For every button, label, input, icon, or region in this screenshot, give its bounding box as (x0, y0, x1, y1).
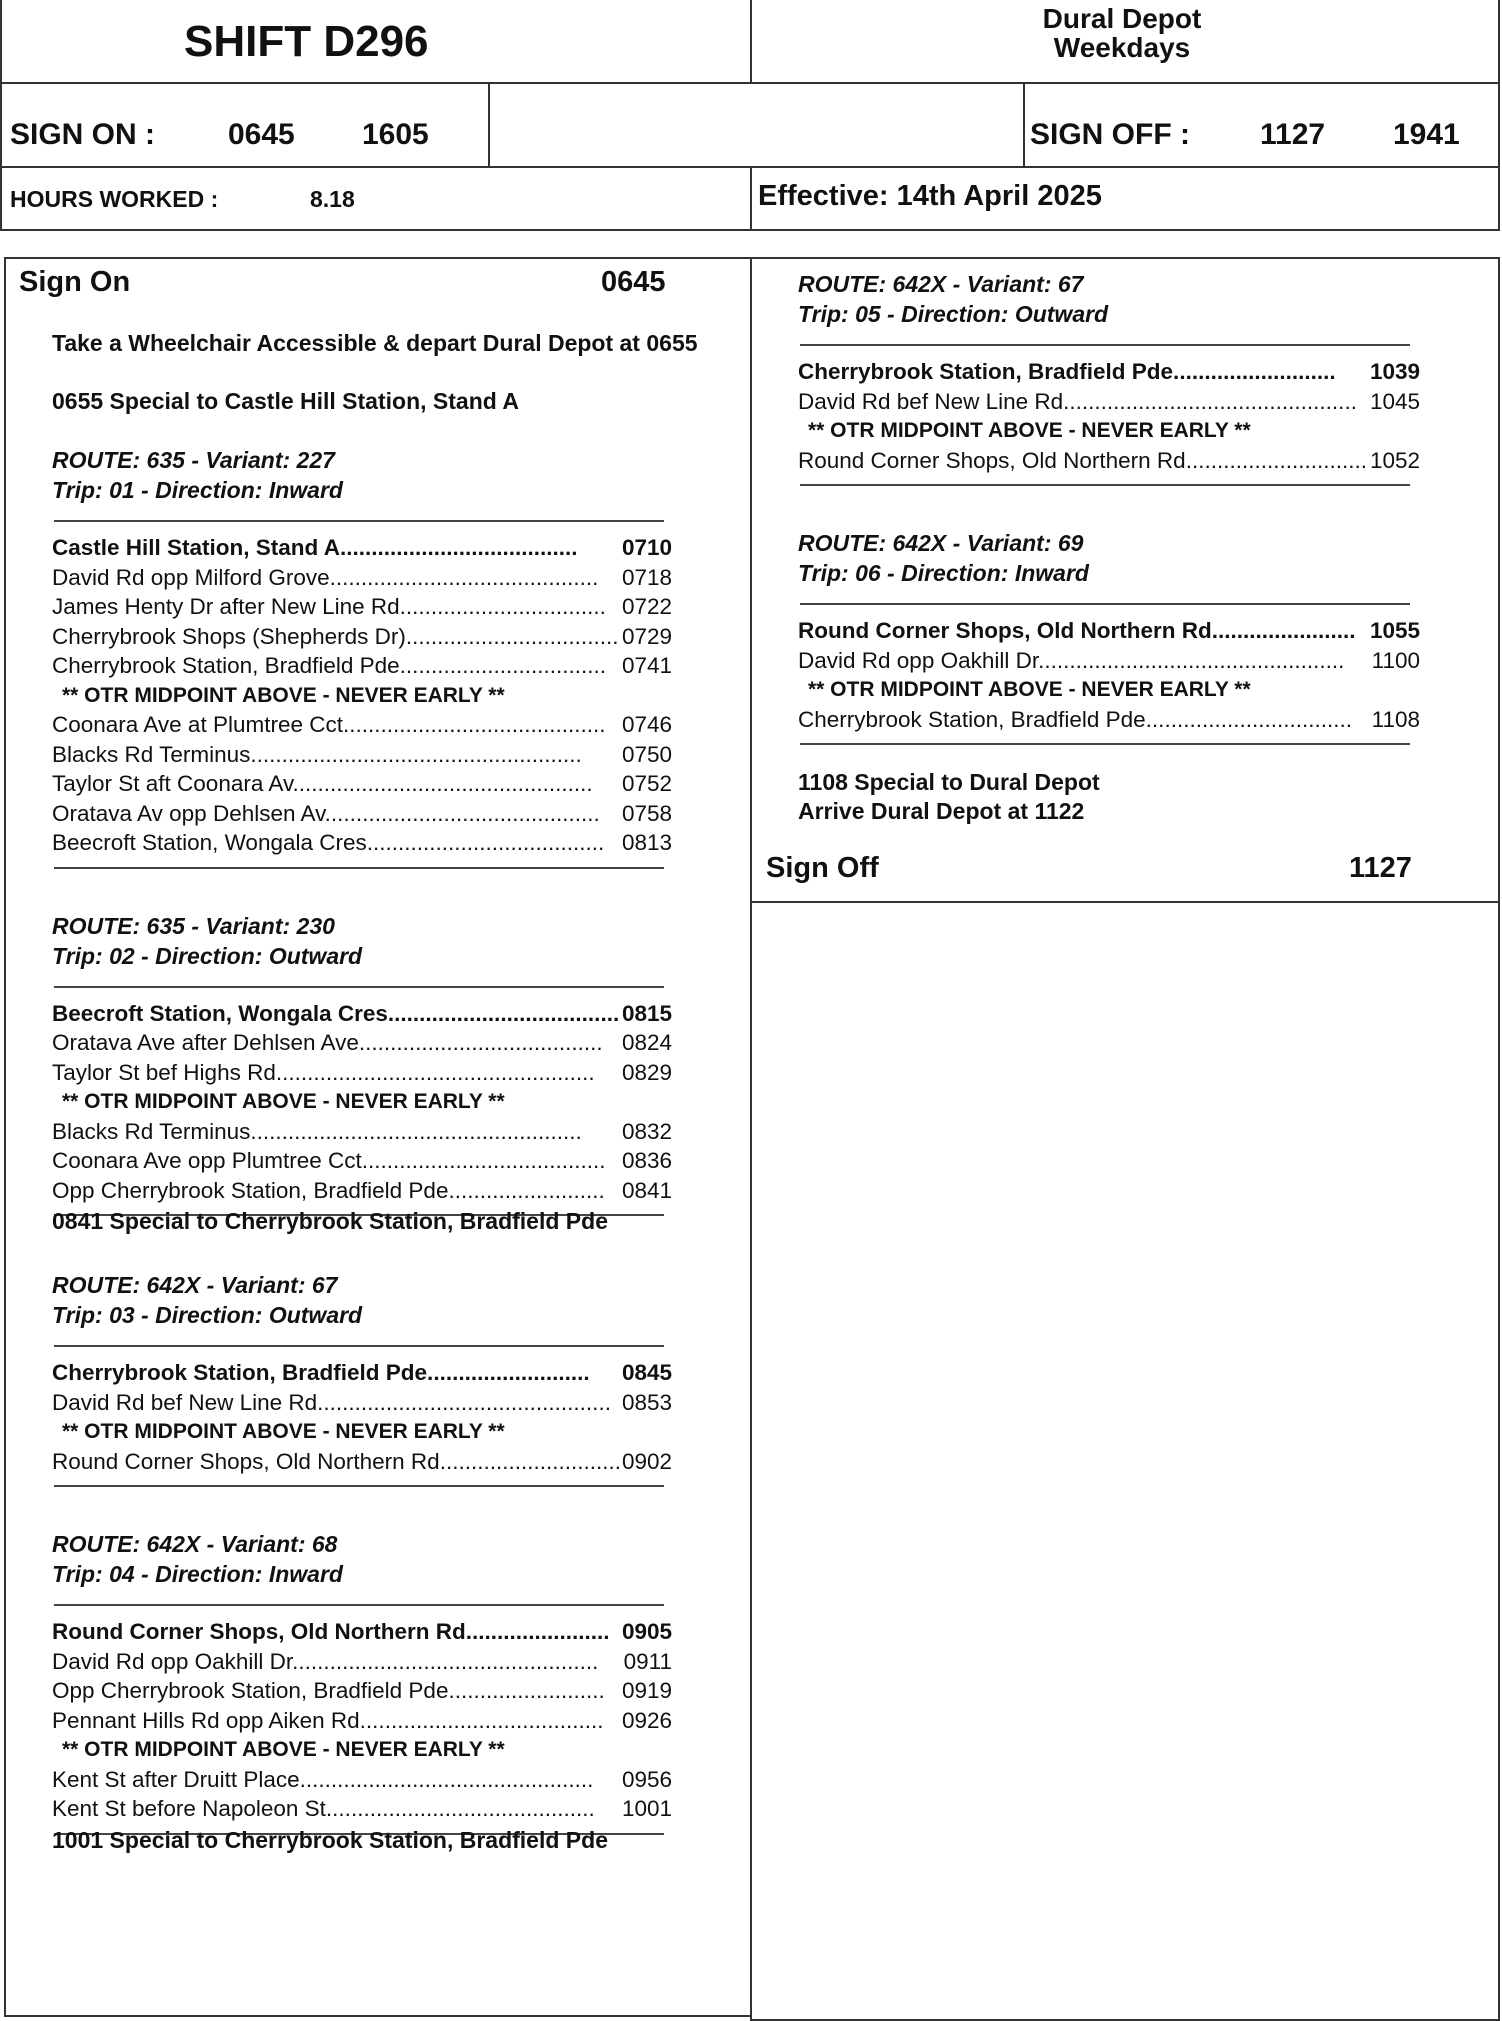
stop-name: David Rd bef New Line Rd............................................... (798, 388, 1357, 414)
stop-name: Opp Cherrybrook Station, Bradfield Pde......................... (52, 1177, 605, 1203)
stop-time: 0752 (621, 771, 672, 796)
stop-time: 0746 (621, 712, 672, 737)
depot-name: Dural Depot (1042, 3, 1202, 34)
stop-name: Taylor St bef Highs Rd................................................... (52, 1059, 595, 1085)
trip-heading: Trip: 05 - Direction: Outward (798, 301, 1109, 327)
stop-name: David Rd opp Oakhill Dr................................................. (52, 1648, 599, 1674)
trip-heading: Trip: 02 - Direction: Outward (52, 942, 363, 969)
stop-time: 1108 (1371, 706, 1420, 732)
stop-row (798, 357, 1420, 387)
route-heading: ROUTE: 635 - Variant: 230 (52, 912, 335, 939)
otr-midpoint-note: ** OTR MIDPOINT ABOVE - NEVER EARLY ** (62, 683, 505, 707)
sign-on-time-2: 1605 (362, 118, 429, 151)
stop-name: Kent St after Druitt Place............................................... (52, 1766, 594, 1792)
stop-time: 0853 (621, 1389, 672, 1415)
stop-time: 0758 (621, 800, 672, 826)
stop-time: 1045 (1369, 388, 1420, 414)
stop-time: 0905 (621, 1619, 672, 1644)
stop-name: Round Corner Shops, Old Northern Rd....................... (798, 618, 1356, 643)
stop-name: Pennant Hills Rd opp Aiken Rd....................................... (52, 1707, 604, 1733)
hours-label: HOURS WORKED : (10, 186, 219, 212)
stop-time: 0902 (621, 1448, 672, 1474)
stop-name: Beecroft Station, Wongala Cres...................................... (52, 830, 605, 855)
trip-heading: Trip: 01 - Direction: Inward (52, 477, 343, 503)
stop-time: 0956 (621, 1766, 672, 1792)
stop-time: 1039 (1369, 359, 1420, 384)
shift-title: SHIFT D296 (184, 17, 429, 66)
stop-time: 0815 (621, 1000, 672, 1026)
stop-name: Cherrybrook Shops (Shepherds Dr).................................. (52, 623, 619, 649)
stop-name: Beecroft Station, Wongala Cres..................................... (52, 1000, 620, 1026)
stop-time: 0832 (621, 1118, 672, 1144)
trip-heading: Trip: 03 - Direction: Outward (52, 1302, 363, 1328)
stop-row (798, 646, 1420, 676)
stop-row (798, 387, 1420, 417)
stop-row (798, 446, 1420, 476)
stop-time: 0919 (621, 1678, 672, 1703)
stop-name: Castle Hill Station, Stand A...................................... (52, 535, 578, 560)
stop-name: Oratava Ave after Dehlsen Ave....................................... (52, 1030, 603, 1055)
stop-name: Blacks Rd Terminus..................................................... (52, 1118, 582, 1144)
stop-time: 0729 (621, 623, 672, 649)
stop-name: James Henty Dr after New Line Rd................................. (52, 594, 606, 619)
stop-time: 0845 (621, 1360, 672, 1385)
stop-name: Taylor St aft Coonara Av................................................ (52, 771, 593, 796)
stop-name: Opp Cherrybrook Station, Bradfield Pde......................... (52, 1678, 605, 1703)
stop-row (798, 705, 1420, 735)
hours-value: 8.18 (310, 186, 355, 212)
stop-time: 1055 (1369, 618, 1420, 643)
special-trip: 0841 Special to Cherrybrook Station, Bradfield Pde (52, 1208, 608, 1234)
stop-name: Kent St before Napoleon St........................................... (52, 1796, 595, 1821)
stop-name: Cherrybrook Station, Bradfield Pde.......................... (52, 1360, 590, 1385)
stop-name: Round Corner Shops, Old Northern Rd............................. (798, 447, 1367, 473)
route-heading: ROUTE: 642X - Variant: 67 (798, 271, 1084, 297)
otr-midpoint-note: ** OTR MIDPOINT ABOVE - NEVER EARLY ** (808, 419, 1251, 442)
otr-midpoint-note: ** OTR MIDPOINT ABOVE - NEVER EARLY ** (62, 1420, 505, 1443)
stop-name: David Rd bef New Line Rd............................................... (52, 1389, 611, 1415)
stop-name: Coonara Ave at Plumtree Cct.......................................... (52, 712, 606, 737)
trip-rule-bottom (800, 743, 1410, 745)
stop-time: 0750 (621, 741, 672, 767)
ending-special: 1108 Special to Dural Depot (798, 769, 1100, 795)
stop-name: Cherrybrook Station, Bradfield Pde................................. (798, 706, 1352, 732)
route-heading: ROUTE: 642X - Variant: 67 (52, 1272, 338, 1298)
intro-special: 0655 Special to Castle Hill Station, Stand A (52, 388, 519, 414)
trip-rule-top (800, 603, 1410, 605)
stop-time: 0841 (621, 1177, 672, 1203)
special-trip: 1001 Special to Cherrybrook Station, Bradfield Pde (52, 1826, 608, 1853)
otr-midpoint-note: ** OTR MIDPOINT ABOVE - NEVER EARLY ** (62, 1738, 505, 1761)
route-heading: ROUTE: 642X - Variant: 69 (798, 530, 1084, 556)
stop-time: 1001 (621, 1796, 672, 1821)
trip-heading: Trip: 06 - Direction: Inward (798, 560, 1089, 586)
stop-time: 0829 (621, 1059, 672, 1085)
sign-off-time-1: 1127 (1260, 118, 1326, 151)
stop-name: David Rd opp Milford Grove........................................... (52, 564, 599, 590)
trip-rule-top (800, 344, 1410, 346)
stop-row (798, 616, 1420, 646)
stop-time: 1052 (1369, 447, 1420, 473)
sign-off-heading: Sign Off (766, 852, 879, 884)
stop-name: Round Corner Shops, Old Northern Rd............................. (52, 1448, 621, 1474)
stop-name: Round Corner Shops, Old Northern Rd....................... (52, 1619, 610, 1644)
stop-time: 0722 (621, 594, 672, 619)
stop-time: 1100 (1371, 647, 1420, 673)
stop-name: Oratava Av opp Dehlsen Av............................................ (52, 800, 600, 826)
stop-time: 0718 (621, 564, 672, 590)
stop-time: 0741 (621, 653, 672, 678)
stop-name: Cherrybrook Station, Bradfield Pde.......................... (798, 359, 1336, 384)
stop-time: 0824 (621, 1030, 672, 1055)
stop-name: Coonara Ave opp Plumtree Cct....................................... (52, 1148, 606, 1173)
stop-name: Blacks Rd Terminus..................................................... (52, 741, 582, 767)
sign-on-label: SIGN ON : (10, 118, 156, 151)
stop-time: 0836 (621, 1148, 672, 1173)
route-heading: ROUTE: 642X - Variant: 68 (52, 1531, 338, 1557)
sign-off-time-2: 1941 (1393, 118, 1460, 151)
stop-time: 0813 (621, 830, 672, 855)
otr-midpoint-note: ** OTR MIDPOINT ABOVE - NEVER EARLY ** (808, 678, 1251, 701)
stop-name: David Rd opp Oakhill Dr................................................. (798, 647, 1345, 673)
stop-time: 0710 (621, 535, 672, 560)
stop-name: Cherrybrook Station, Bradfield Pde................................. (52, 653, 606, 678)
effective-date: Effective: 14th April 2025 (758, 180, 1102, 212)
route-heading: ROUTE: 635 - Variant: 227 (52, 447, 335, 473)
stop-time: 0911 (623, 1648, 672, 1674)
sign-on-time-1: 0645 (228, 118, 295, 151)
sign-on-heading: Sign On (19, 266, 131, 298)
sign-off-heading-time: 1127 (1349, 852, 1412, 884)
otr-midpoint-note: ** OTR MIDPOINT ABOVE - NEVER EARLY ** (62, 1090, 505, 1113)
schedule-days: Weekdays (1053, 32, 1191, 63)
trip-rule-bottom (800, 484, 1410, 486)
sign-off-label: SIGN OFF : (1030, 118, 1190, 151)
intro-depart: Take a Wheelchair Accessible & depart Dural Depot at 0655 (52, 330, 698, 356)
stop-time: 0926 (621, 1707, 672, 1733)
trip-heading: Trip: 04 - Direction: Inward (52, 1561, 343, 1587)
sign-on-heading-time: 0645 (601, 266, 666, 298)
ending-arrive: Arrive Dural Depot at 1122 (798, 798, 1085, 824)
